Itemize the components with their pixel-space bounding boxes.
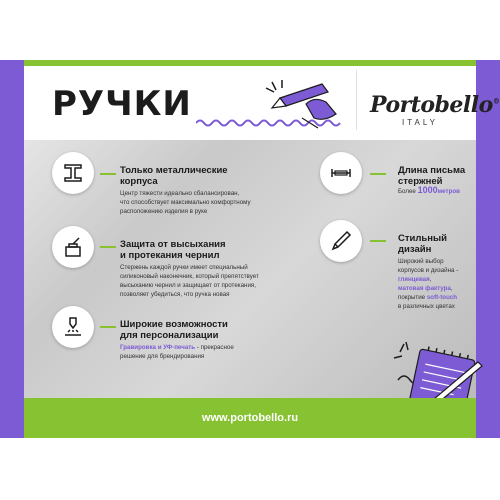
- feature-design-title: Стильный дизайн: [398, 233, 447, 255]
- feature-dash: [370, 240, 386, 242]
- header-divider: [356, 70, 357, 130]
- feature-design-body: Широкий выбор корпусов и дизайна - глянцевая, матовая фактура, покрытие soft-touch в различных цветах: [398, 258, 459, 310]
- feature-personal-body: Гравировка и УФ-печать - прекрасное решение для брендирования: [120, 344, 234, 360]
- left-accent-bar: [0, 60, 24, 140]
- feature-metal-title: Только металлические корпуса: [120, 165, 228, 187]
- feature-dash: [100, 326, 116, 328]
- page-title: РУЧКИ: [52, 84, 192, 124]
- feature-ink-title: Защита от высыхания и протекания чернил: [120, 239, 226, 261]
- hand-writing-pen-icon: [262, 78, 342, 130]
- fountain-pen-nib-icon: [320, 220, 362, 262]
- feature-ink-body: Стержень каждой ручки имеет специальный силиконовый наконечник, который препятствует высыханию чернил и защищает от протекания, позволяет убедиться, что ручка новая: [120, 264, 259, 298]
- feature-length-title: Длина письма стержней: [398, 165, 466, 187]
- left-accent-bar-lower: [0, 140, 24, 398]
- feature-dash: [100, 173, 116, 175]
- bottom-background: [0, 438, 500, 500]
- refill-length-icon: [320, 152, 362, 194]
- feature-metal-body: Центр тяжести идеально сбалансирован, что способствует максимально комфортному расположению изделия в руке: [120, 190, 251, 215]
- feature-personal-title: Широкие возможности для персонализации: [120, 319, 228, 341]
- feature-dash: [370, 173, 386, 175]
- top-background: [0, 0, 500, 24]
- logo-subtitle: ITALY: [401, 118, 439, 127]
- i-beam-icon: [52, 152, 94, 194]
- laser-engraving-icon: [52, 306, 94, 348]
- brand-logo: [370, 92, 500, 127]
- feature-length-body: Более 1000метров: [398, 185, 460, 195]
- ink-pot-icon: [52, 226, 94, 268]
- logo-wordmark: Portobello®: [370, 92, 500, 118]
- feature-dash: [100, 246, 116, 248]
- green-divider: [24, 60, 476, 66]
- website-link[interactable]: www.portobello.ru: [201, 412, 299, 424]
